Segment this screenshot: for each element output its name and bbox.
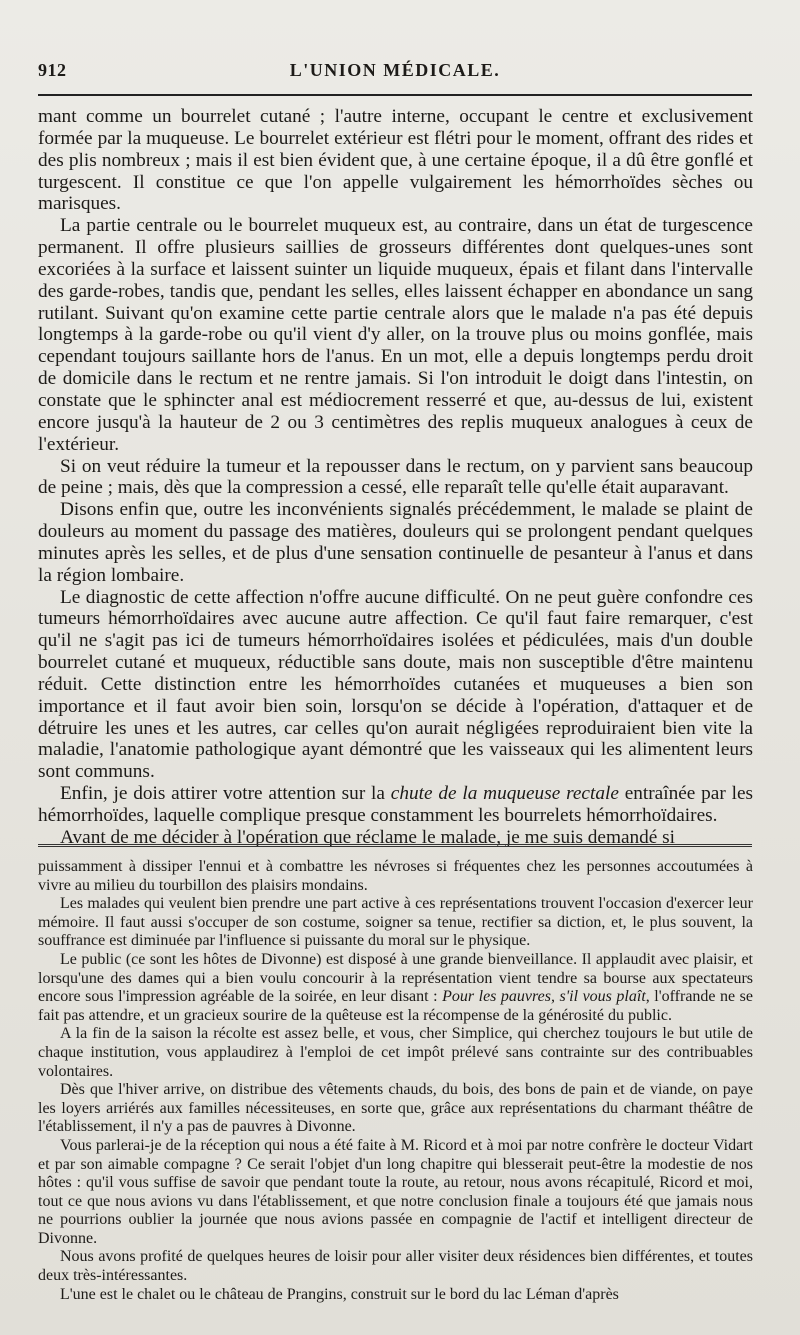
main-text xyxy=(38,106,753,849)
main-paragraph: Le diagnostic de cette affection n'offre aucune difficulté. On ne peut guère confondre ces tumeurs hémorrhoïdaires avec aucune autre affection. Ce qu'il faut faire remarquer, c'est qu'il ne s'agit pas ici de tumeurs hémorrhoïdaires isolées et pédiculées, mais d'un double bourrelet cutané et muqueux, réductible sans doute, mais non susceptible d'être maintenu réduit. Cette distinction entre les hémorrhoïdes cutanées et muqueuses a bien son importance et il faut avoir bien soin, lorsqu'on se décide à l'opération, d'attaquer et de détruire les unes et les autres, car celles qu'on aurait négligées reproduiraient bien vite la maladie, l'anatomie pathologique ayant démontré que les vaisseaux qui les alimentent leurs sont communs. xyxy=(38,586,753,783)
header-rule xyxy=(38,94,752,96)
main-paragraph: Avant de me décider à l'opération que réclame le malade, je me suis demandé si xyxy=(60,826,676,848)
feuilleton-paragraph: A la fin de la saison la récolte est assez belle, et vous, cher Simplice, qui cherchez toujours le but utile de chaque institution, vous applaudirez à l'emploi de cet impôt prélevé sans contrainte sur des contribuables volontaires. xyxy=(38,1025,753,1080)
feuilleton-text xyxy=(38,858,753,1304)
feuilleton-paragraph: puissamment à dissiper l'ennui et à combattre les névroses si fréquentes chez les personnes accoutumées à vivre au milieu du tourbillon des plaisirs mondains. xyxy=(38,858,753,894)
feuilleton-paragraph: L'une est le chalet ou le château de Prangins, construit sur le bord du lac Léman d'après xyxy=(60,1285,619,1303)
feuilleton-paragraph: Nous avons profité de quelques heures de loisir pour aller visiter deux résidences bien différentes, et toutes deux très-intéressantes. xyxy=(38,1248,753,1285)
italic-phrase: chute de la muqueuse rectale xyxy=(390,783,619,805)
feuilleton-paragraph: Vous parlerai-je de la réception qui nous a été faite à M. Ricord et à moi par notre confrère le docteur Vidart et par son aimable compagne ? Ce serait l'objet d'un long chapitre qui blesserait peut-être la modestie de nos hôtes : qu'il vous suffise de savoir que pendant toute la route, au retour, nous avons récapitulé, Ricord et moi, tout ce que nous avions vu dans l'établissement, et que notre conclusion finale a toujours été que jamais nous ne pourrions oublier la journée que nous avions passée en compagnie de l'actif et intelligent directeur de Divonne. xyxy=(38,1136,753,1247)
text-run: , l'offrande ne se fait pas attendre, et un gracieux sourire de la quêteuse est la récompense de la générosité du public. xyxy=(38,988,753,1024)
main-paragraph: Si on veut réduire la tumeur et la repousser dans le rectum, on y parvient sans beaucoup de peine ; mais, dès que la compression a cessé, elle reparaît telle qu'elle était auparavant. xyxy=(38,455,753,499)
main-paragraph: Disons enfin que, outre les inconvénients signalés précédemment, le malade se plaint de douleurs au moment du passage des matières, douleurs qui se prolongent pendant quelques minutes après les selles, et de plus d'une sensation continuelle de pesanteur à l'anus et dans la région lombaire. xyxy=(38,499,753,586)
feuilleton-paragraph xyxy=(38,951,753,1025)
text-run: Enfin, je dois attirer votre attention sur la xyxy=(60,783,391,805)
text-run: entraînée par les hémorrhoïdes, laquelle complique presque constamment les bourrelets hémorrhoïdaires. xyxy=(38,783,753,826)
feuilleton-rule xyxy=(38,844,752,850)
text-run: Le public (ce sont les hôtes de Divonne) est disposé à une grande bienveillance. Il applaudit avec plaisir, et lorsqu'une des dames qui a bien voulu concourir à la représentation vient tendre sa bourse aux spectateurs encore sous l'impression agréable de la soirée, en leur disant : xyxy=(38,950,753,1006)
feuilleton-paragraph: Dès que l'hiver arrive, on distribue des vêtements chauds, du bois, des bons de pain et de viande, on paye les loyers arriérés aux familles nécessiteuses, en sorte que, grâce aux représentations du charmant théâtre de l'établissement, il n'y a pas de pauvres à Divonne. xyxy=(38,1081,753,1136)
italic-phrase: Pour les pauvres, s'il vous plaît xyxy=(442,988,646,1006)
running-title: L'UNION MÉDICALE. xyxy=(289,60,501,80)
main-paragraph: mant comme un bourrelet cutané ; l'autre interne, occupant le centre et exclusivement formée par la muqueuse. Le bourrelet extérieur est flétri pour le moment, offrant des rides et des plis nombreux ; mais il est bien évident que, à une certaine époque, il a dû être gonflé et turgescent. Il constitue ce que l'on appelle vulgairement les hémorrhoïdes sèches ou marisques. xyxy=(38,106,753,215)
main-paragraph xyxy=(38,783,753,827)
page-number: 912 xyxy=(38,60,67,80)
page-header xyxy=(38,58,752,86)
main-paragraph: La partie centrale ou le bourrelet muqueux est, au contraire, dans un état de turgescence permanent. Il offre plusieurs saillies de grosseurs différentes dont quelques-unes sont excoriées à la surface et laissent suinter un liquide muqueux, épais et filant dans l'intervalle des garde-robes, tandis que, pendant les selles, elles laissent échapper en abondance un sang rutilant. Suivant qu'on examine cette partie centrale alors que le malade n'a pas été depuis longtemps à la garde-robe ou qu'il vient d'y aller, on la trouve plus ou moins gonflée, mais cependant toujours saillante hors de l'anus. En un mot, elle a depuis longtemps perdu droit de domicile dans le rectum et ne rentre jamais. Si l'on introduit le doigt dans l'intestin, on constate que le sphincter anal est médiocrement resserré et que, au-dessus de lui, existent encore jusqu'à la hauteur de 2 ou 3 centimètres des replis muqueux analogues à ceux de l'extérieur. xyxy=(38,215,753,455)
feuilleton-paragraph: Les malades qui veulent bien prendre une part active à ces représentations trouvent l'occasion d'exercer leur mémoire. Il faut aussi s'occuper de son costume, soigner sa tenue, rectifier sa diction, et, le plus souvent, la souffrance est diminuée par l'influence si puissante du moral sur le physique. xyxy=(38,895,753,950)
